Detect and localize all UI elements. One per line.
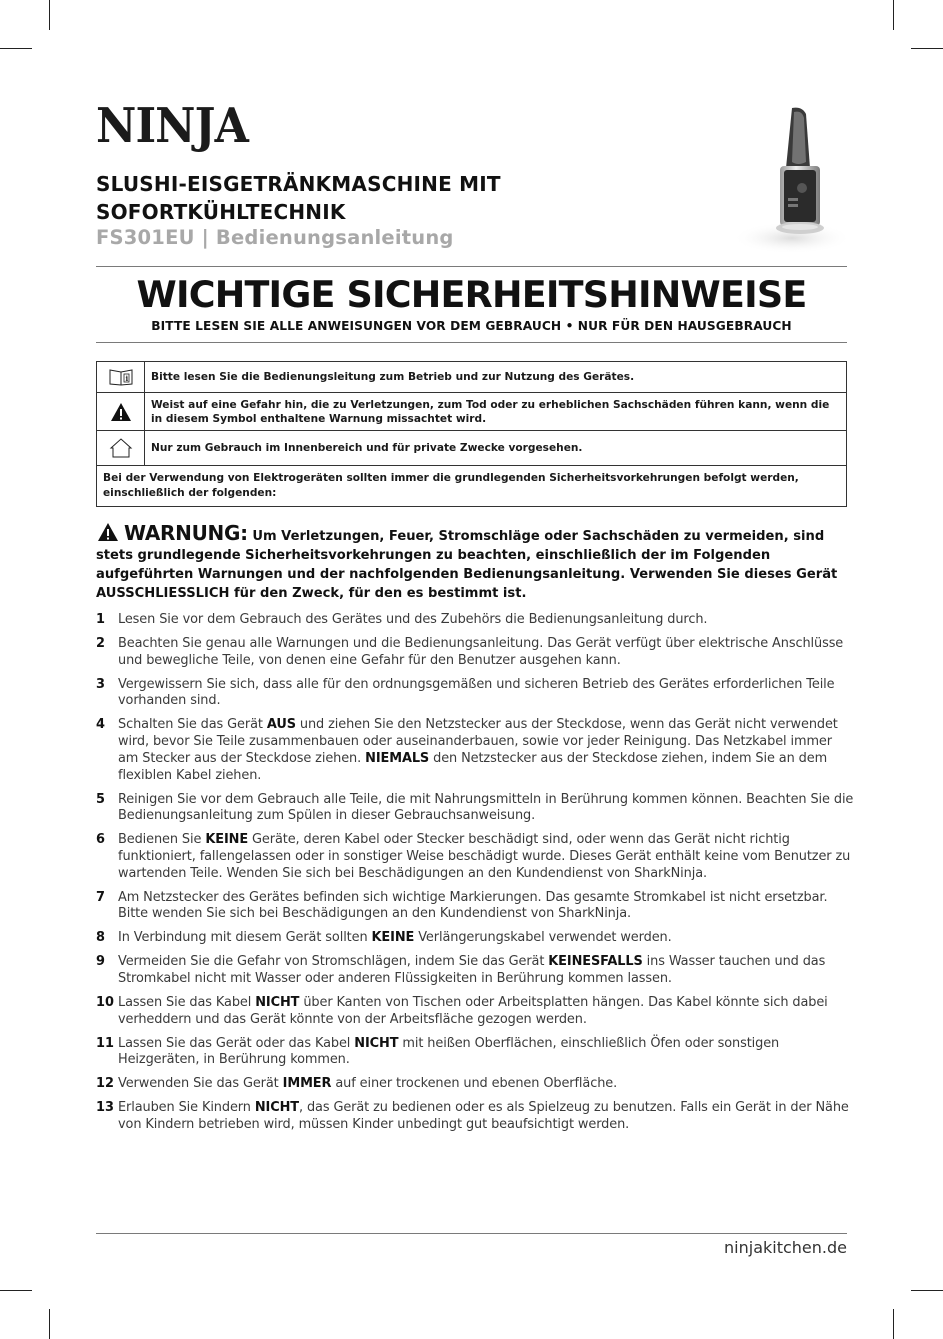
item-emphasis: NICHT xyxy=(354,1035,399,1051)
symbol-description: Nur zum Gebrauch im Innenbereich und für private Zwecke vorgesehen. xyxy=(151,442,583,454)
item-number: 1 xyxy=(96,612,105,627)
item-number: 2 xyxy=(96,636,105,651)
item-text-part: ins Wasser tauchen und das Stromkabel nicht mit Wasser oder anderen Flüssigkeiten in Berührung kommen lassen. xyxy=(118,954,826,987)
item-text-part: Schalten Sie das Gerät xyxy=(118,717,267,733)
product-image xyxy=(722,98,852,258)
item-text xyxy=(118,717,856,784)
item-number: 3 xyxy=(96,676,105,692)
list-item xyxy=(96,792,856,825)
symbol-row xyxy=(97,393,846,431)
house-icon xyxy=(97,431,145,465)
item-text xyxy=(118,930,856,947)
list-item xyxy=(96,677,856,710)
list-item xyxy=(96,612,856,629)
list-item xyxy=(96,930,856,947)
item-text xyxy=(118,677,856,710)
item-text-part: Beachten Sie genau alle Warnungen und die Bedienungsanleitung. Das Gerät verfügt über elektrische Anschlüsse und bewegliche Teile, von denen eine Gefahr für den Benutzer ausgehen kann. xyxy=(118,636,844,668)
item-text-part: Bedienen Sie xyxy=(118,832,206,848)
manual-icon xyxy=(97,362,145,392)
item-number: 9 xyxy=(96,954,105,970)
logo-text: NINJA xyxy=(96,98,248,154)
crop-mark xyxy=(0,1290,32,1291)
item-text-part: Verwenden Sie das Gerät xyxy=(118,1076,283,1092)
safety-instructions-list xyxy=(96,612,856,1141)
item-text xyxy=(118,1076,856,1093)
warning-label: WARNUNG: xyxy=(124,521,248,545)
symbol-row xyxy=(97,466,846,506)
item-number: 8 xyxy=(96,930,105,946)
list-item xyxy=(96,1100,856,1133)
main-heading: WICHTIGE SICHERHEITSHINWEISE xyxy=(136,273,807,316)
item-text-part: Lesen Sie vor dem Gebrauch des Gerätes und des Zubehörs die Bedienungsanleitung durch. xyxy=(118,612,708,627)
symbol-row xyxy=(97,362,846,393)
list-item xyxy=(96,717,856,784)
item-text-part: Lassen Sie das Kabel xyxy=(118,995,256,1011)
crop-mark xyxy=(893,0,894,30)
divider xyxy=(96,1233,847,1234)
list-item xyxy=(96,954,856,987)
item-text xyxy=(118,1036,856,1069)
list-item xyxy=(96,1036,856,1069)
item-number: 12 xyxy=(96,1076,114,1092)
crop-mark xyxy=(49,0,50,30)
list-item xyxy=(96,832,856,882)
item-text-part: Am Netzstecker des Gerätes befinden sich wichtige Markierungen. Das gesamte Stromkabel ist nicht ersetzbar. Bitte wenden Sie sich bei Beschädigungen an den Kundendienst von SharkNinja. xyxy=(118,889,828,922)
warning-paragraph xyxy=(96,522,847,603)
crop-mark xyxy=(893,1309,894,1339)
item-text xyxy=(118,612,856,629)
item-emphasis: NIEMALS xyxy=(365,750,430,766)
warning-triangle-icon xyxy=(97,393,145,430)
product-title xyxy=(96,170,656,226)
divider xyxy=(96,266,847,267)
item-text xyxy=(118,954,856,987)
item-number: 7 xyxy=(96,889,105,905)
item-text xyxy=(118,995,856,1028)
crop-mark xyxy=(0,48,32,49)
item-emphasis: AUS xyxy=(266,717,296,733)
item-text-part: Vergewissern Sie sich, dass alle für den ordnungsgemäßen und sicheren Betrieb des Gerätes erforderlichen Teile vorhanden sind. xyxy=(118,676,835,709)
item-number: 5 xyxy=(96,791,105,807)
divider xyxy=(96,342,847,343)
symbol-description: Weist auf eine Gefahr hin, die zu Verletzungen, zum Tod oder zu erheblichen Sachschäden führen kann, wenn die in diesem Symbol enthaltene Warnung missachtet wird. xyxy=(151,398,830,425)
product-title-line2: SOFORTKÜHLTECHNIK xyxy=(96,200,346,224)
crop-mark xyxy=(911,1290,943,1291)
item-emphasis: IMMER xyxy=(282,1076,332,1092)
symbol-description: Bitte lesen Sie die Bedienungsleitung zum Betrieb und zur Nutzung des Gerätes. xyxy=(151,371,635,383)
item-text xyxy=(118,636,856,669)
document-subtitle: FS301EU | Bedienungsanleitung xyxy=(96,226,454,249)
item-text-part: den Netzstecker aus der Steckdose ziehen, indem Sie an dem flexiblen Kabel ziehen. xyxy=(118,750,828,783)
item-text-part: mit heißen Oberflächen, einschließlich Öfen oder sonstigen Heizgeräten, in Berührung kommen. xyxy=(118,1035,780,1068)
ninja-logo xyxy=(96,96,246,162)
item-text-part: Verlängerungskabel verwendet werden. xyxy=(414,930,672,946)
item-text-part: Reinigen Sie vor dem Gebrauch alle Teile, die mit Nahrungsmitteln in Berührung kommen können. Beachten Sie die Bedienungsanleitung zum Spülen in dieser Gebrauchsanweisung. xyxy=(118,791,854,824)
svg-text:i: i xyxy=(125,374,128,383)
item-text-part: In Verbindung mit diesem Gerät sollten xyxy=(118,930,372,946)
item-text xyxy=(118,832,856,882)
item-text-part: Vermeiden Sie die Gefahr von Stromschlägen, indem Sie das Gerät xyxy=(118,954,549,970)
item-emphasis: KEINESFALLS xyxy=(548,954,643,970)
item-number: 4 xyxy=(96,717,105,733)
item-text-part: und ziehen Sie den Netzstecker aus der Steckdose, wenn das Gerät nicht verwendet wird, bevor Sie Teile zusammenbauen oder auseinanderbauen, sowie vor jeder Reinigung. Das Netzkabel immer am Stecker aus der Steckdose ziehen. xyxy=(118,717,838,766)
item-text xyxy=(118,890,856,923)
item-text xyxy=(118,792,856,825)
item-text xyxy=(118,1100,856,1133)
warning-triangle-icon xyxy=(96,522,120,542)
list-item xyxy=(96,890,856,923)
symbol-legend-table xyxy=(96,361,847,507)
symbol-row xyxy=(97,431,846,466)
item-number: 6 xyxy=(96,832,105,848)
item-text-part: auf einer trockenen und ebenen Oberfläche. xyxy=(331,1076,618,1092)
footer-website: ninjakitchen.de xyxy=(724,1238,847,1257)
item-number: 10 xyxy=(96,995,114,1011)
item-emphasis: NICHT xyxy=(255,995,300,1011)
main-subheading: BITTE LESEN SIE ALLE ANWEISUNGEN VOR DEM GEBRAUCH • NUR FÜR DEN HAUSGEBRAUCH xyxy=(151,319,792,333)
item-number: 13 xyxy=(96,1100,114,1116)
crop-mark xyxy=(911,48,943,49)
list-item xyxy=(96,636,856,669)
item-text-part: Lassen Sie das Gerät oder das Kabel xyxy=(118,1035,355,1051)
item-emphasis: KEINE xyxy=(371,930,415,946)
item-text-part: , das Gerät zu bedienen oder es als Spielzeug zu benutzen. Falls ein Gerät in der Nähe von Kindern betrieben wird, müssen Kinder unbedingt gut beaufsichtigt werden. xyxy=(118,1100,849,1133)
product-title-line1: SLUSHI-EISGETRÄNKMASCHINE MIT xyxy=(96,172,501,196)
item-number: 11 xyxy=(96,1035,114,1051)
crop-mark xyxy=(49,1309,50,1339)
warning-text: Um Verletzungen, Feuer, Stromschläge oder Sachschäden zu vermeiden, sind stets grundlegende Sicherheitsvorkehrungen zu beachten, einschließlich der im Folgenden aufgeführten Warnungen und der nachfolgenden Bedienungsanleitung. Verwenden Sie dieses Gerät AUSSCHLIESSLICH für den Zweck, für den es bestimmt ist. xyxy=(96,529,838,601)
item-text-part: über Kanten von Tischen oder Arbeitsplatten hängen. Das Kabel könnte sich dabei verheddern und das Gerät könnte von der Arbeitsfläche gezogen werden. xyxy=(118,995,828,1027)
item-emphasis: NICHT xyxy=(254,1100,299,1116)
list-item xyxy=(96,995,856,1028)
item-text-part: Erlauben Sie Kindern xyxy=(118,1100,255,1116)
symbols-footer-note: Bei der Verwendung von Elektrogeräten sollten immer die grundlegenden Sicherheitsvorkehrungen befolgt werden, einschließlich der folgenden: xyxy=(103,472,799,499)
item-emphasis: KEINE xyxy=(205,832,249,848)
item-text-part: Geräte, deren Kabel oder Stecker beschädigt sind, oder wenn das Gerät nicht richtig funktioniert, fallengelassen oder in sonstiger Weise beschädigt wurde. Dieses Gerät enthält keine vom Benutzer zu wartenden Teile. Wenden Sie sich bei Beschädigungen an den Kundendienst von SharkNinja. xyxy=(118,832,851,881)
list-item xyxy=(96,1076,856,1093)
